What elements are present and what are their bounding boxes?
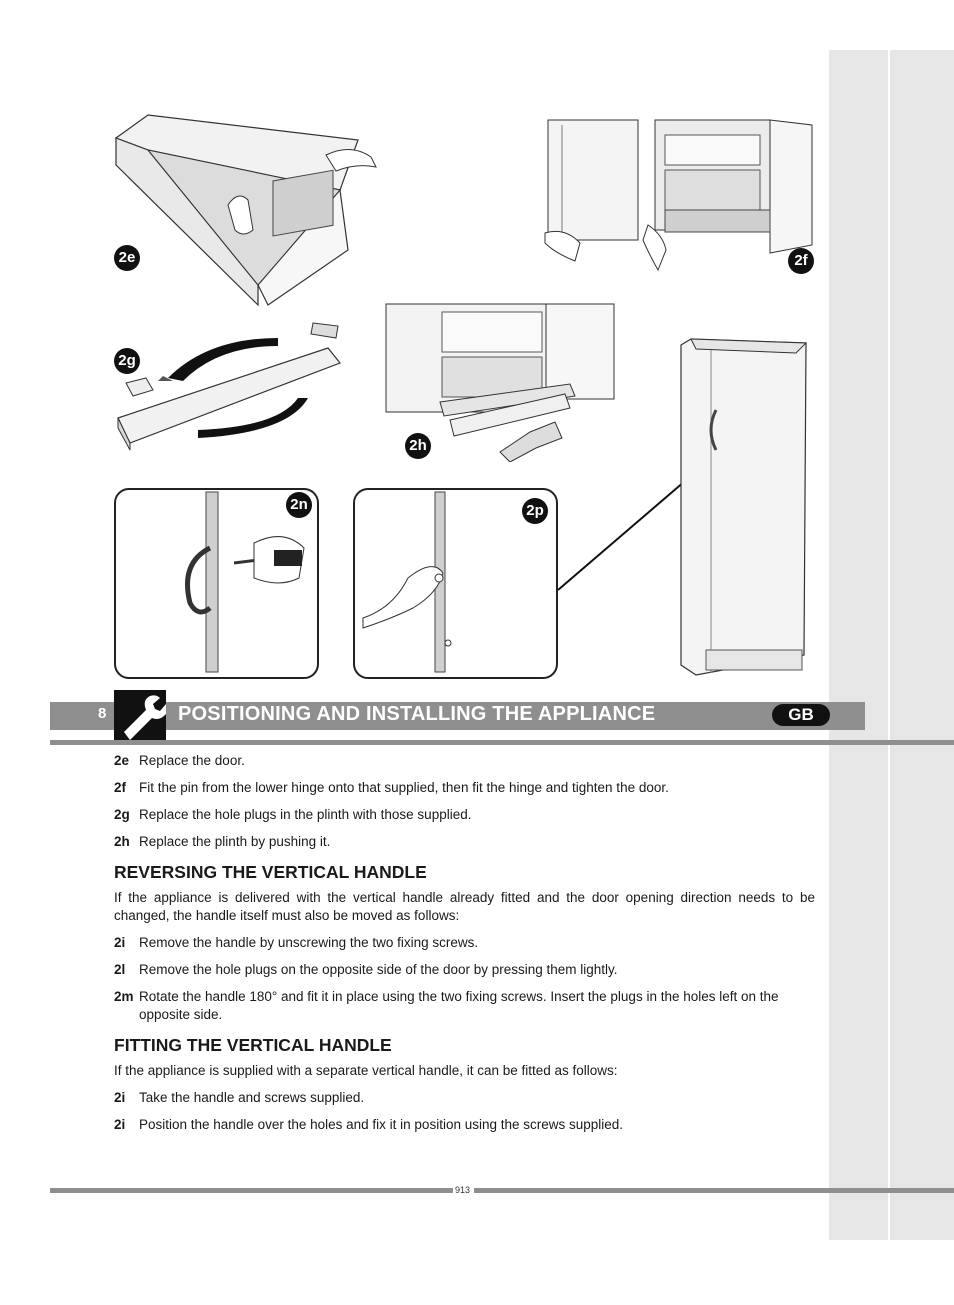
step-fit-1: 2i Take the handle and screws supplied. — [114, 1090, 365, 1105]
language-badge: GB — [772, 704, 830, 726]
step-2h: 2h Replace the plinth by pushing it. — [114, 834, 331, 849]
figure-label-2e: 2e — [114, 245, 140, 271]
wrench-icon — [114, 690, 166, 742]
figure-2e — [108, 110, 383, 310]
heading-reversing-handle: REVERSING THE VERTICAL HANDLE — [114, 862, 427, 882]
side-band-divider — [888, 50, 890, 1240]
intro-fitting-handle: If the appliance is supplied with a separate vertical handle, it can be fitted as follows: — [114, 1063, 618, 1078]
step-fit-2: 2i Position the handle over the holes and fix it in position using the screws supplied. — [114, 1117, 624, 1132]
figure-label-2n: 2n — [286, 492, 312, 518]
figure-2g — [108, 318, 358, 458]
figure-label-2g: 2g — [114, 348, 140, 374]
figure-2f — [540, 115, 818, 275]
side-band — [829, 50, 954, 1240]
step-2g: 2g Replace the hole plugs in the plinth with those supplied. — [114, 807, 472, 822]
footer-rule-left — [50, 1188, 453, 1193]
figure-label-2h: 2h — [405, 433, 431, 459]
footer-rule-right — [474, 1188, 954, 1193]
figure-label-2p: 2p — [522, 498, 548, 524]
page-number: 8 — [98, 705, 107, 722]
instructions — [114, 752, 815, 1143]
section-title: POSITIONING AND INSTALLING THE APPLIANCE — [178, 703, 656, 725]
step-2l: 2l Remove the hole plugs on the opposite side of the door by pressing them lightly. — [114, 962, 618, 977]
figure-label-2f: 2f — [788, 248, 814, 274]
heading-fitting-handle: FITTING THE VERTICAL HANDLE — [114, 1035, 392, 1055]
step-2i: 2i Remove the handle by unscrewing the two fixing screws. — [114, 935, 479, 950]
step-2e: 2e Replace the door. — [114, 753, 245, 768]
step-2m: 2m Rotate the handle 180° and fit it in place using the two fixing screws. Insert the plugs in the holes left on the opposite side. — [114, 989, 779, 1022]
step-2f: 2f Fit the pin from the lower hinge onto that supplied, then fit the hinge and tighten the door. — [114, 780, 669, 795]
figure-standing-appliance — [556, 335, 816, 680]
intro-reversing-handle: If the appliance is delivered with the vertical handle already fitted and the door opening direction needs to be changed, the handle itself must also be moved as follows: — [114, 890, 815, 923]
divider — [50, 740, 954, 745]
figure-2n — [114, 488, 320, 680]
footer-code: 913 — [455, 1185, 471, 1195]
